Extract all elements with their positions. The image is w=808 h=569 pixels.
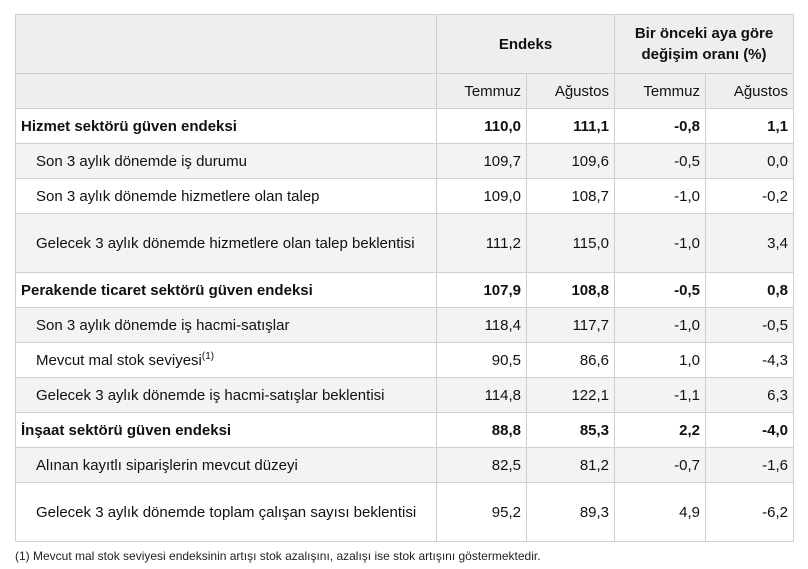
cell-change-july: -1,0 [615, 179, 706, 214]
table-row [16, 214, 794, 273]
header-row-groups [16, 15, 794, 74]
row-label: Gelecek 3 aylık dönemde hizmetlere olan talep beklentisi [16, 214, 437, 273]
table-row-services-index [16, 109, 794, 144]
header-corner-cell [16, 15, 437, 74]
table-row [16, 179, 794, 214]
row-label: Son 3 aylık dönemde iş hacmi-satışlar [16, 308, 437, 343]
table-row [16, 448, 794, 483]
cell-endeks-july: 118,4 [437, 308, 527, 343]
header-row-months [16, 74, 794, 109]
cell-endeks-august: 81,2 [527, 448, 615, 483]
cell-change-august: 3,4 [706, 214, 794, 273]
table-row [16, 343, 794, 378]
cell-endeks-august: 108,7 [527, 179, 615, 214]
cell-change-august: -4,3 [706, 343, 794, 378]
cell-change-july: 4,9 [615, 483, 706, 542]
cell-change-july: -0,5 [615, 273, 706, 308]
cell-endeks-july: 111,2 [437, 214, 527, 273]
cell-endeks-july: 88,8 [437, 413, 527, 448]
header-change-august: Ağustos [706, 74, 794, 109]
cell-endeks-august: 108,8 [527, 273, 615, 308]
cell-endeks-august: 111,1 [527, 109, 615, 144]
row-label-stock [16, 343, 437, 378]
cell-endeks-july: 107,9 [437, 273, 527, 308]
cell-change-august: -6,2 [706, 483, 794, 542]
table-row-retail-index [16, 273, 794, 308]
table-row [16, 378, 794, 413]
cell-endeks-july: 109,0 [437, 179, 527, 214]
row-label: Alınan kayıtlı siparişlerin mevcut düzeyi [16, 448, 437, 483]
header-endeks-august: Ağustos [527, 74, 615, 109]
cell-change-july: -0,5 [615, 144, 706, 179]
cell-change-july: -1,1 [615, 378, 706, 413]
cell-change-july: -0,7 [615, 448, 706, 483]
header-corner-cell-2 [16, 74, 437, 109]
cell-change-july: 1,0 [615, 343, 706, 378]
cell-change-august: -0,5 [706, 308, 794, 343]
row-label: Son 3 aylık dönemde hizmetlere olan talep [16, 179, 437, 214]
cell-change-july: 2,2 [615, 413, 706, 448]
cell-endeks-august: 89,3 [527, 483, 615, 542]
cell-change-august: 1,1 [706, 109, 794, 144]
table-row-construction-index [16, 413, 794, 448]
confidence-index-table [15, 14, 794, 542]
cell-endeks-july: 114,8 [437, 378, 527, 413]
cell-endeks-august: 85,3 [527, 413, 615, 448]
cell-change-august: -4,0 [706, 413, 794, 448]
cell-change-july: -0,8 [615, 109, 706, 144]
row-label-text: Mevcut mal stok seviyesi [36, 351, 202, 369]
cell-endeks-july: 90,5 [437, 343, 527, 378]
cell-endeks-july: 82,5 [437, 448, 527, 483]
row-label: Son 3 aylık dönemde iş durumu [16, 144, 437, 179]
cell-endeks-august: 117,7 [527, 308, 615, 343]
cell-change-july: -1,0 [615, 214, 706, 273]
row-label: Gelecek 3 aylık dönemde iş hacmi-satışlar beklentisi [16, 378, 437, 413]
row-label: Gelecek 3 aylık dönemde toplam çalışan sayısı beklentisi [16, 483, 437, 542]
cell-endeks-july: 110,0 [437, 109, 527, 144]
table-row [16, 308, 794, 343]
header-change-rate: Bir önceki aya göre değişim oranı (%) [615, 15, 794, 74]
row-label: İnşaat sektörü güven endeksi [16, 413, 437, 448]
cell-change-august: 0,8 [706, 273, 794, 308]
table-row [16, 483, 794, 542]
table-row [16, 144, 794, 179]
cell-endeks-august: 86,6 [527, 343, 615, 378]
header-endeks: Endeks [437, 15, 615, 74]
cell-endeks-july: 109,7 [437, 144, 527, 179]
cell-change-august: 6,3 [706, 378, 794, 413]
cell-endeks-august: 115,0 [527, 214, 615, 273]
cell-change-august: -1,6 [706, 448, 794, 483]
header-endeks-july: Temmuz [437, 74, 527, 109]
row-label: Perakende ticaret sektörü güven endeksi [16, 273, 437, 308]
cell-endeks-august: 122,1 [527, 378, 615, 413]
header-change-july: Temmuz [615, 74, 706, 109]
cell-change-august: -0,2 [706, 179, 794, 214]
table-footnote: (1) Mevcut mal stok seviyesi endeksinin artışı stok azalışını, azalışı ise stok artışını göstermektedir. [15, 549, 541, 563]
cell-change-august: 0,0 [706, 144, 794, 179]
cell-endeks-july: 95,2 [437, 483, 527, 542]
cell-change-july: -1,0 [615, 308, 706, 343]
footnote-marker: (1) [201, 350, 215, 362]
cell-endeks-august: 109,6 [527, 144, 615, 179]
row-label: Hizmet sektörü güven endeksi [16, 109, 437, 144]
